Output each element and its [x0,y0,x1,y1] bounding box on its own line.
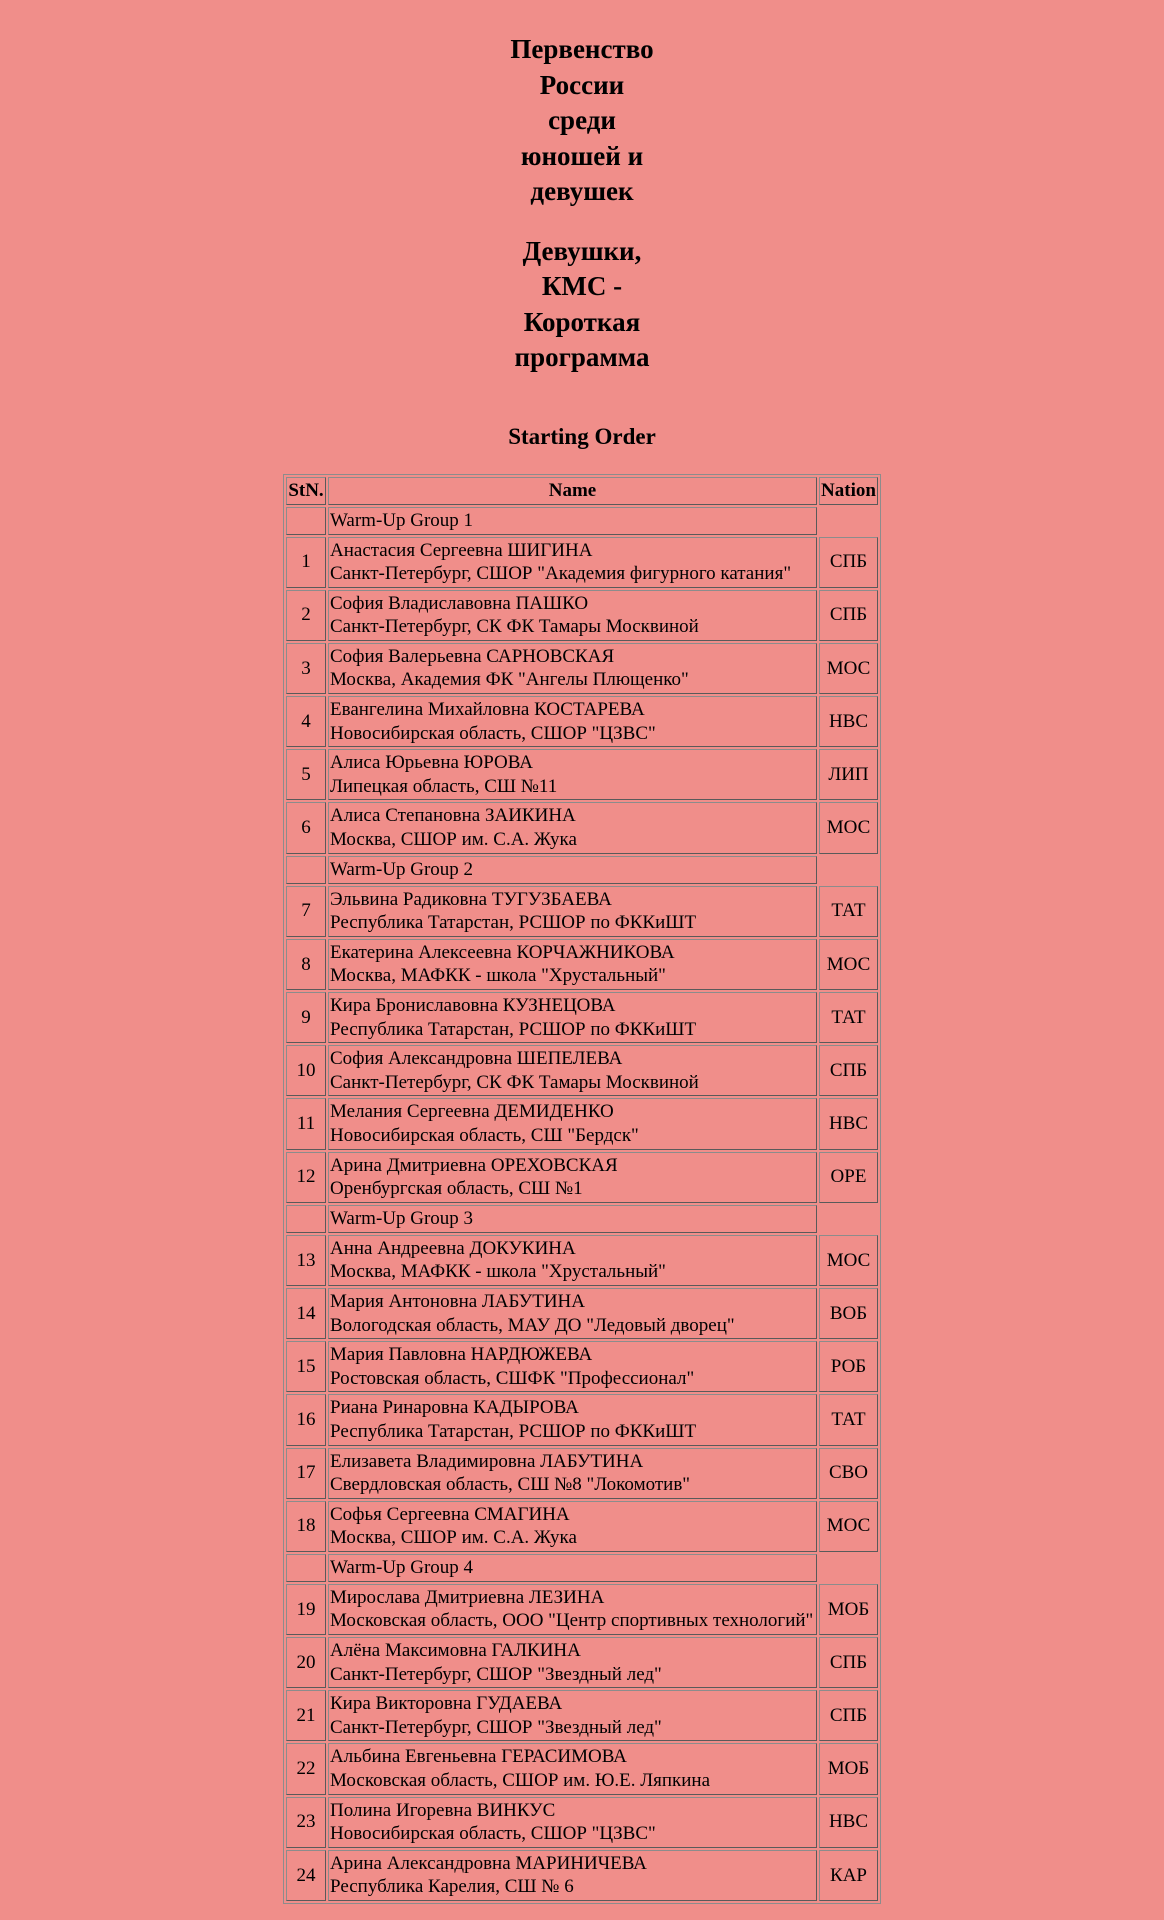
skater-cell [328,1690,817,1741]
table-body [286,507,878,1902]
skater-name: София Владиславовна ПАШКО [330,592,589,614]
nation-code: НВС [819,1797,878,1848]
table-row [286,590,878,641]
warmup-group-row [286,856,878,884]
event-title-line: девушек [530,176,634,206]
event-title-line: юношей и [520,140,644,171]
warmup-group-label: Warm-Up Group 2 [328,856,817,884]
nation-code: МОС [819,1235,878,1286]
skater-club: Москва, Академия ФК "Ангелы Плющенко" [330,669,689,691]
table-row [286,1235,878,1286]
nation-cell-empty [819,1205,878,1233]
skater-cell [328,1152,817,1203]
skater-cell [328,1394,817,1445]
skater-club: Новосибирская область, СШОР "ЦЗВС" [330,722,656,744]
stn-cell-empty [286,856,326,884]
skater-club: Санкт-Петербург, СШОР "Академия фигурного катания" [330,563,792,585]
skater-club: Ростовская область, СШФК "Профессионал" [330,1367,695,1389]
start-number: 21 [286,1690,326,1741]
nation-code: МОС [819,939,878,990]
skater-club: Москва, СШОР им. С.А. Жука [330,829,577,851]
nation-code: МОС [819,643,878,694]
nation-code: ОРЕ [819,1152,878,1203]
skater-name: Эльвина Радиковна ТУГУЗБАЕВА [330,888,612,910]
nation-code: СПБ [819,1637,878,1688]
nation-code: СПБ [819,537,878,588]
skater-name: Екатерина Алексеевна КОРЧАЖНИКОВА [330,941,675,963]
skater-name: София Александровна ШЕПЕЛЕВА [330,1048,623,1070]
nation-code: МОБ [819,1743,878,1794]
skater-cell [328,1448,817,1499]
skater-cell [328,749,817,800]
category-title [412,234,752,376]
table-row [286,1743,878,1794]
table-row [286,1584,878,1635]
skater-club: Москва, МАФКК - школа "Хрустальный" [330,965,666,987]
skater-name: Мелания Сергеевна ДЕМИДЕНКО [330,1101,614,1123]
skater-cell [328,1637,817,1688]
skater-name: Анастасия Сергеевна ШИГИНА [330,539,593,561]
nation-code: ВОБ [819,1288,878,1339]
skater-name: Альбина Евгеньевна ГЕРАСИМОВА [330,1746,627,1768]
skater-name: Алиса Юрьевна ЮРОВА [330,752,533,774]
skater-club: Новосибирская область, СШОР "ЦЗВС" [330,1823,656,1845]
skater-name: Риана Ринаровна КАДЫРОВА [330,1397,579,1419]
skater-cell [328,992,817,1043]
skater-name: Алёна Максимовна ГАЛКИНА [330,1640,581,1662]
stn-cell-empty [286,1205,326,1233]
skater-club: Республика Карелия, СШ № 6 [330,1876,574,1898]
category-title-line: Девушки, [522,235,642,266]
skater-club: Московская область, ООО "Центр спортивных технологий" [330,1610,814,1632]
skater-cell [328,643,817,694]
category-title-line: Короткая [523,306,641,337]
event-title-line: Первенство [510,34,654,64]
skater-cell [328,1584,817,1635]
nation-code: МОС [819,1501,878,1552]
start-number: 17 [286,1448,326,1499]
nation-code: МОБ [819,1584,878,1635]
nation-code: ТАТ [819,1394,878,1445]
skater-cell [328,590,817,641]
start-number: 7 [286,886,326,937]
table-row [286,1690,878,1741]
table-row [286,1637,878,1688]
table-row [286,1394,878,1445]
table-row [286,1152,878,1203]
nation-code: СПБ [819,1045,878,1096]
category-title-line: программа [514,342,650,372]
skater-cell [328,1797,817,1848]
skater-cell [328,1341,817,1392]
start-number: 2 [286,590,326,641]
skater-name: Кира Викторовна ГУДАЕВА [330,1693,563,1715]
skater-cell [328,886,817,937]
table-row [286,643,878,694]
start-number: 12 [286,1152,326,1203]
nation-code: НВС [819,1098,878,1149]
skater-club: Москва, МАФКК - школа "Хрустальный" [330,1261,666,1283]
table-row [286,802,878,853]
warmup-group-label: Warm-Up Group 1 [328,507,817,535]
start-number: 10 [286,1045,326,1096]
skater-cell [328,1501,817,1552]
category-title-line: КМС - [541,271,623,301]
start-number: 24 [286,1850,326,1901]
start-number: 4 [286,696,326,747]
skater-name: Мария Павловна НАРДЮЖЕВА [330,1344,593,1366]
skater-club: Москва, СШОР им. С.А. Жука [330,1527,577,1549]
table-row [286,1850,878,1901]
table-header-row [286,477,878,505]
skater-club: Республика Татарстан, РСШОР по ФККиШТ [330,912,697,934]
skater-club: Санкт-Петербург, СК ФК Тамары Москвиной [330,1071,699,1093]
skater-name: Софья Сергеевна СМАГИНА [330,1503,570,1525]
nation-code: СПБ [819,1690,878,1741]
start-number: 14 [286,1288,326,1339]
skater-cell [328,1288,817,1339]
skater-name: Евангелина Михайловна КОСТАРЕВА [330,699,645,721]
stn-cell-empty [286,507,326,535]
skater-cell [328,1850,817,1901]
skater-name: София Валерьевна САРНОВСКАЯ [330,645,615,667]
start-number: 19 [286,1584,326,1635]
stn-cell-empty [286,1554,326,1582]
skater-name: Елизавета Владимировна ЛАБУТИНА [330,1450,644,1472]
table-row [286,939,878,990]
warmup-group-label: Warm-Up Group 4 [328,1554,817,1582]
table-row [286,1797,878,1848]
column-header-stn: StN. [286,477,326,505]
start-number: 23 [286,1797,326,1848]
column-header-name: Name [328,477,817,505]
nation-code: ЛИП [819,749,878,800]
skater-cell [328,1045,817,1096]
column-header-nation: Nation [819,477,878,505]
skater-club: Московская область, СШОР им. Ю.Е. Ляпкина [330,1770,711,1792]
table-row [286,886,878,937]
nation-code: СПБ [819,590,878,641]
skater-name: Арина Дмитриевна ОРЕХОВСКАЯ [330,1154,618,1176]
start-number: 3 [286,643,326,694]
skater-name: Анна Андреевна ДОКУКИНА [330,1237,576,1259]
nation-cell-empty [819,856,878,884]
table-row [286,537,878,588]
skater-club: Санкт-Петербург, СШОР "Звездный лед" [330,1716,662,1738]
start-number: 15 [286,1341,326,1392]
nation-code: МОС [819,802,878,853]
start-number: 20 [286,1637,326,1688]
warmup-group-row [286,1554,878,1582]
warmup-group-row [286,1205,878,1233]
nation-code: ТАТ [819,992,878,1043]
skater-club: Вологодская область, МАУ ДО "Ледовый дворец" [330,1314,735,1336]
table-row [286,1448,878,1499]
skater-cell [328,802,817,853]
nation-code: КАР [819,1850,878,1901]
warmup-group-row [286,507,878,535]
warmup-group-label: Warm-Up Group 3 [328,1205,817,1233]
skater-club: Республика Татарстан, РСШОР по ФККиШТ [330,1420,697,1442]
event-title [412,32,752,210]
start-number: 16 [286,1394,326,1445]
table-row [286,1098,878,1149]
table-row [286,1045,878,1096]
table-row [286,992,878,1043]
skater-club: Липецкая область, СШ №11 [330,775,558,797]
nation-code: СВО [819,1448,878,1499]
skater-cell [328,696,817,747]
skater-club: Санкт-Петербург, СШОР "Звездный лед" [330,1663,662,1685]
start-number: 5 [286,749,326,800]
skater-club: Санкт-Петербург, СК ФК Тамары Москвиной [330,616,699,638]
skater-cell [328,939,817,990]
skater-cell [328,1098,817,1149]
skater-club: Новосибирская область, СШ "Бердск" [330,1124,639,1146]
skater-club: Оренбургская область, СШ №1 [330,1178,583,1200]
start-number: 11 [286,1098,326,1149]
table-row [286,749,878,800]
skater-name: Мария Антоновна ЛАБУТИНА [330,1290,585,1312]
nation-code: РОБ [819,1341,878,1392]
skater-name: Кира Брониславовна КУЗНЕЦОВА [330,995,616,1016]
skater-name: Арина Александровна МАРИНИЧЕВА [330,1852,647,1874]
start-number: 6 [286,802,326,853]
start-number: 9 [286,992,326,1043]
skater-name: Мирослава Дмитриевна ЛЕЗИНА [330,1586,605,1608]
table-row [286,1341,878,1392]
nation-code: ТАТ [819,886,878,937]
start-number: 1 [286,537,326,588]
nation-cell-empty [819,507,878,535]
skater-name: Полина Игоревна ВИНКУС [330,1799,556,1821]
skater-cell [328,537,817,588]
start-number: 22 [286,1743,326,1794]
nation-cell-empty [819,1554,878,1582]
event-title-line: России [539,69,625,100]
skater-club: Свердловская область, СШ №8 "Локомотив" [330,1474,691,1496]
nation-code: НВС [819,696,878,747]
table-row [286,696,878,747]
page-subtitle: Starting Order [508,423,656,449]
skater-name: Алиса Степановна ЗАИКИНА [330,805,576,827]
event-title-line: среди [548,105,616,135]
start-number: 13 [286,1235,326,1286]
table-row [286,1501,878,1552]
table-row [286,1288,878,1339]
starting-order-table [283,474,881,1905]
skater-club: Республика Татарстан, РСШОР по ФККиШТ [330,1018,697,1040]
skater-cell [328,1235,817,1286]
start-number: 18 [286,1501,326,1552]
skater-cell [328,1743,817,1794]
start-number: 8 [286,939,326,990]
